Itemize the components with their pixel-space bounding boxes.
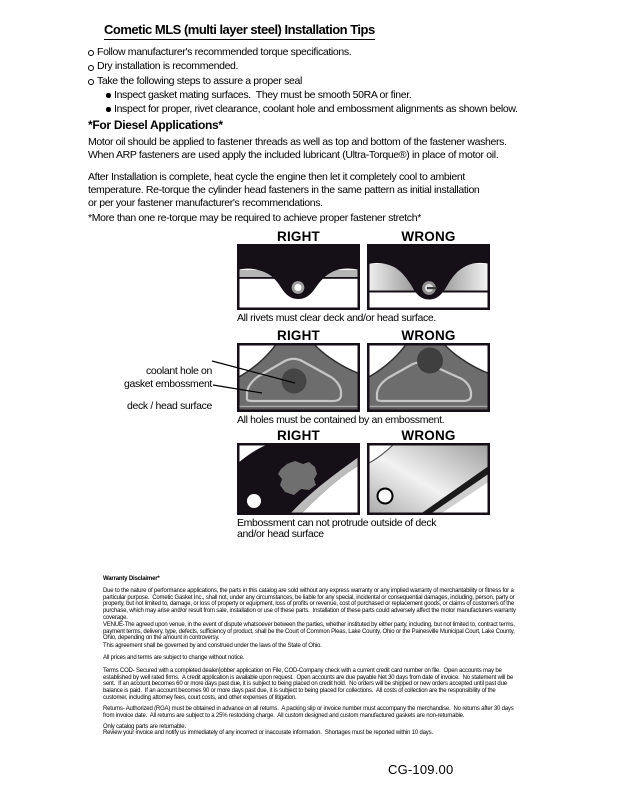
diesel-para2-line3: or per your fastener manufacturer's recommendations. bbox=[88, 197, 323, 209]
diesel-para2-line2: temperature. Re-torque the cylinder head fasteners in the same pattern as initial installation bbox=[88, 184, 480, 196]
leader-lines bbox=[210, 350, 310, 400]
diagram-row1-wrong bbox=[367, 244, 490, 310]
coolant-hole bbox=[417, 348, 443, 374]
bullet-icon bbox=[88, 79, 94, 85]
bolt-hole bbox=[378, 489, 393, 504]
diagram-row3-wrong bbox=[367, 443, 490, 515]
tip-bullet-1: Follow manufacturer's recommended torque specifications. bbox=[97, 45, 352, 58]
governed-line: This agreement shall be governed by and construed under the laws of the State of Ohio. bbox=[103, 642, 322, 649]
row3-caption-line1: Embossment can not protrude outside of deck bbox=[237, 517, 437, 529]
gasket-embossment-label: gasket embossment bbox=[123, 378, 212, 390]
tip-sub-bullet-2: Inspect for proper, rivet clearance, coolant hole and embossment alignments as shown below. bbox=[114, 102, 518, 115]
venue-paragraph: VENUE-The agreed upon venue, in the event of dispute whatsoever between the parties, whether instituted by either party, including, but not limited to, contract terms, payment terms, delivery, type, defects, sufficiency of product, shall be the Court of Common Pleas, Lake County, Ohio or the Painesville Municipal Court, Lake County, Ohio, depending on the amount in controversy. bbox=[103, 622, 517, 642]
diagram-row2-wrong bbox=[367, 343, 490, 412]
bullet-icon bbox=[88, 65, 94, 71]
row2-caption: All holes must be contained by an embossment. bbox=[237, 413, 445, 426]
tip-sub-bullet-1: Inspect gasket mating surfaces. They must be smooth 50RA or finer. bbox=[114, 88, 412, 101]
row1-caption: All rivets must clear deck and/or head surface. bbox=[237, 312, 436, 324]
page-code: CG-109.00 bbox=[388, 762, 454, 777]
catalog-line: Only catalog parts are returnable. bbox=[103, 723, 186, 730]
row1-wrong-label: WRONG bbox=[401, 229, 456, 244]
embossment-leader-line bbox=[213, 385, 262, 393]
sub-bullet-icon bbox=[106, 107, 111, 112]
sub-bullet-icon bbox=[106, 93, 111, 98]
prices-line: All prices and terms are subject to change without notice. bbox=[103, 654, 245, 661]
warranty-disclaimer-title: Warranty Disclaimer* bbox=[103, 576, 160, 582]
bullet-icon bbox=[88, 50, 94, 56]
coolant-leader-line bbox=[212, 361, 295, 383]
diesel-para2-line1: After Installation is complete, heat cycle the engine then let it completely cool to ambient bbox=[88, 171, 465, 183]
review-line: Review your invoice and notify us immediately of any incorrect or inaccurate information. Shortages must be reported within 10 days. bbox=[103, 730, 433, 736]
returns-paragraph: Returns- Authorized (RGA) must be obtained in advance on all returns. A packing slip or invoice number must accompany the merchandise. No returns after 30 days from invoice date. All returns are subject to a 25% restocking charge. All custom designed and custom manufactured gaskets are non-returnable. bbox=[103, 706, 516, 719]
row2-right-label: RIGHT bbox=[277, 328, 320, 343]
page-title: Cometic MLS (multi layer steel) Installation Tips bbox=[104, 22, 375, 40]
diesel-para1-line2: When ARP fasteners are used apply the included lubricant (Ultra-Torque®) in place of motor oil. bbox=[88, 149, 499, 161]
coolant-hole-label: coolant hole on deck / head surface bbox=[127, 365, 212, 412]
row1-right-label: RIGHT bbox=[277, 229, 320, 244]
diagram-row1-right bbox=[237, 244, 360, 310]
diesel-note: *More than one re-torque may be required to achieve proper fastener stretch* bbox=[88, 211, 421, 224]
warranty-paragraph: Due to the nature of performance applications, the parts in this catalog are sold without any express warranty or any implied warranty of merchantability or fitness for a particular purpose. Cometic Gasket Inc., shall not, under any circumstances, be liable for any special, incidental or consequential damages, including, person, party or property, but not limited to, damage, or loss of property or equipment, loss of profits or revenue, cost of purchased or replacement goods, or claims of customers of the purchase, which may arise and/or result from sale, installation or use of these parts. Installation of these parts could adversely affect the motor manufacturers warranty coverage. bbox=[103, 588, 518, 621]
bolt-hole bbox=[247, 494, 261, 508]
tip-bullet-2: Dry installation is recommended. bbox=[97, 60, 239, 72]
diesel-para1-line1: Motor oil should be applied to fastener threads as well as top and bottom of the fastener washers. bbox=[88, 136, 507, 148]
row3-right-label: RIGHT bbox=[277, 428, 320, 443]
diagram-row3-right bbox=[237, 443, 360, 515]
terms-paragraph: Terms COD- Secured with a completed dealer/jobber application on File, COD-Company check with a current credit card number on file. Open accounts may be established by well rated firms. A credit application is available upon request. Open accounts are due payable Net 30 days from date of invoice. No statement will be sent. If an account becomes 60 or more days past due, it is subject to being placed on credit hold. No orders will be shipped or new orders accepted until past due balance is paid. If an account becomes 90 or more days past due, it is subject to being placed for collections. All costs of collection are the responsibility of the customer, including attorney fees, court costs, and other expenses of litigation. bbox=[103, 668, 515, 701]
row3-wrong-label: WRONG bbox=[401, 428, 456, 443]
row3-caption-line2: and/or head surface bbox=[237, 528, 324, 540]
row2-wrong-label: WRONG bbox=[401, 328, 456, 343]
diesel-heading: *For Diesel Applications* bbox=[88, 118, 223, 132]
tip-bullet-3: Take the following steps to assure a proper seal bbox=[97, 74, 302, 87]
